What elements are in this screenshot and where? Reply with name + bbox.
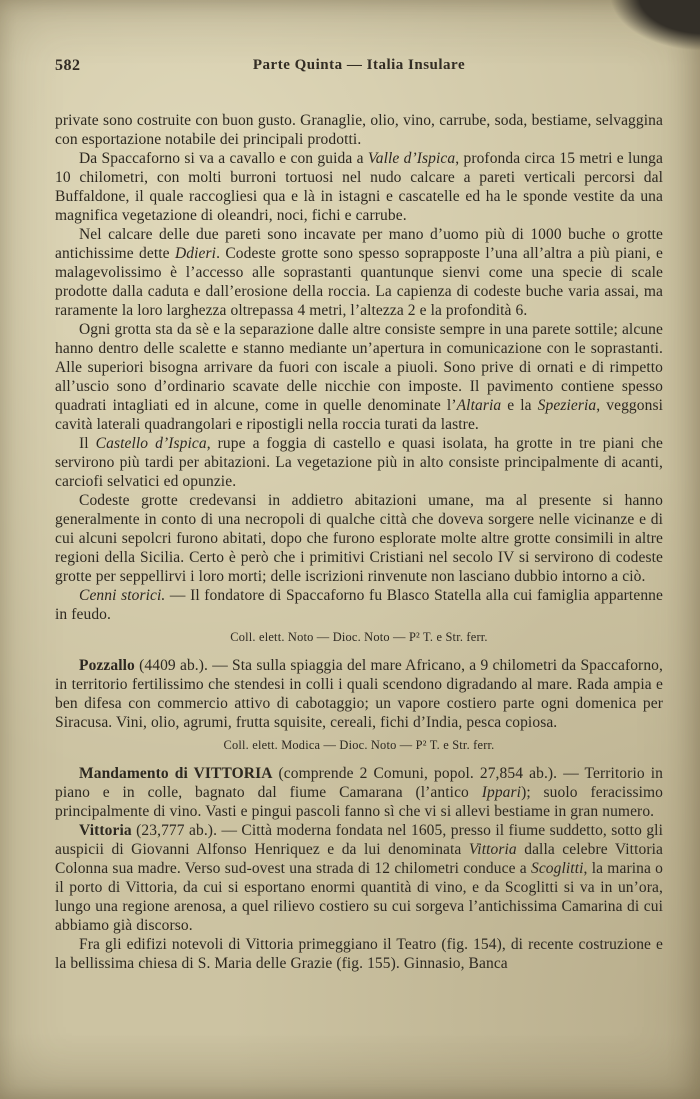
text-run: dalla celebre Vittoria Colonna sua madre. Verso sud-ovest una strada di 12 chilometri conduce a — [55, 841, 663, 877]
text-run: (4409 ab.). — Sta sulla spiaggia del mare Africano, a 9 chilometri da Spaccaforno, in territorio fertilissimo che stendesi in colli i quali scendono digradando al mare. Rada ampia e ben difesa con commercio attivo di cabotaggio; un vapore costiero parte ogni domenica per Siracusa. Vini, olio, agrumi, frutta squisite, cereali, fichi d’India, pesca copiosa. — [55, 657, 663, 731]
text-run: , la marina o il porto di Vittoria, da cui si esportano enormi quantità di vino, e da Scoglitti si va in un’ora, lungo una regione arenosa, a quel rilievo costiero su cui sorgeva l’antichissima Camarina di cui abbiamo già discorso. — [55, 860, 663, 934]
text-run: , veggonsi cavità laterali quadrangolari e ripostigli nella roccia turati da lastre. — [55, 397, 664, 433]
text-run: Vittoria — [468, 841, 517, 858]
text-run: Pozzallo — [79, 657, 135, 674]
text-run: — Il fondatore di Spaccaforno fu Blasco Statella alla cui famiglia appartenne in feudo. — [55, 587, 663, 623]
page-number: 582 — [55, 57, 81, 74]
text-run: Valle d’Ispica — [367, 150, 456, 167]
paragraph — [55, 586, 663, 624]
paragraph — [55, 764, 663, 821]
text-run: ); suolo feracissimo principalmente di vino. Vasti e pingui pascoli fanno sì che vi si allevi bestiame in gran numero. — [55, 784, 663, 820]
text-run: Coll. elett. Noto — Dioc. Noto — P² T. e Str. ferr. — [230, 630, 488, 644]
text-run: Scoglitti — [530, 860, 584, 877]
text-run: private sono costruite con buon gusto. Granaglie, olio, vino, carrube, soda, bestiame, selvaggina con esportazione notabile dei principali prodotti. — [55, 112, 663, 148]
paragraph — [55, 656, 663, 732]
text-run: Mandamento di VITTORIA — [79, 765, 273, 782]
paragraph — [55, 320, 663, 434]
paragraph — [55, 491, 663, 586]
text-run: e la — [501, 397, 538, 414]
text-run: Ogni grotta sta da sè e la separazione dalle altre consiste sempre in una parete sottile; alcune hanno dentro delle scalette e stanno mediante un’apertura in comunicazione con le soprastanti. Alle superiori bisogna arrivare da fuori con iscale a piuoli. Sono prive di ornati e di rimpetto all’uscio sono d’ordinario scavate delle nicchie con imposte. Il pavimento contiene spesso quadrati intagliati ed in alcune, come in quelle denominate l’ — [55, 321, 663, 414]
text-run: Spezieria — [537, 397, 597, 414]
text-run: Coll. elett. Modica — Dioc. Noto — P² T. e Str. ferr. — [223, 738, 495, 752]
text-run: Altaria — [456, 397, 502, 414]
paragraph — [55, 434, 663, 491]
text-run: Ippari — [481, 784, 522, 801]
paragraph — [55, 821, 663, 935]
text-run: Ddieri — [174, 245, 217, 262]
running-title: Parte Quinta — Italia Insulare — [252, 57, 466, 73]
text-run: Fra gli edifizi notevoli di Vittoria primeggiano il Teatro (fig. 154), di recente costruzione e la bellissima chiesa di S. Maria delle Grazie (fig. 155). Ginnasio, Banca — [55, 936, 663, 972]
paragraph — [55, 149, 663, 225]
paragraph — [55, 111, 663, 149]
paragraph — [55, 935, 663, 973]
text-run: Il — [79, 435, 96, 452]
text-run: , profonda circa 15 metri e lunga 10 chilometri, con molti burroni tortuosi nel nudo calcare a pareti verticali percorsi dal Buffaldone, il quale raccogliesi qua e là in istagni e cascatelle ed ha le sponde vestite da una magnifica vegetazione di oleandri, noci, fichi e carrube. — [55, 150, 663, 224]
page-header — [55, 56, 663, 75]
center-note — [55, 736, 663, 755]
text-run: Codeste grotte credevansi in addietro abitazioni umane, ma al presente si hanno generalmente in conto di una necropoli di qualche città che doveva sorgere nelle vicinanze e di cui alcuni sepolcri furono abitati, dopo che furono esplorate molte altre grotte consimili in altre regioni della Sicilia. Certo è però che i primitivi Cristiani nel secolo IV si servirono di codeste grotte per seppellirvi i loro morti; delle iscrizioni rinvenute non lasciano dubbio intorno a ciò. — [55, 492, 663, 585]
text-run: , rupe a foggia di castello e quasi isolata, ha grotte in tre piani che servirono più tardi per abitazioni. La vegetazione più in alto consiste principalmente di acanti, carciofi selvatici ed opunzie. — [55, 435, 663, 490]
text-run: Nel calcare delle due pareti sono incavate per mano d’uomo più di 1000 buche o grotte antichissime dette — [55, 226, 663, 262]
text-run: (23,777 ab.). — Città moderna fondata nel 1605, presso il fiume suddetto, sotto gli auspicii di Giovanni Alfonso Henriquez e da lui denominata — [55, 822, 663, 858]
text-run: Cenni storici. — [79, 587, 166, 604]
text-run: (comprende 2 Comuni, popol. 27,854 ab.). — Territorio in piano e in colle, bagnato dal fiume Camarana (l’antico — [55, 765, 664, 801]
text-run: Castello d’Ispica — [95, 435, 207, 452]
paragraph — [55, 225, 663, 320]
center-note — [55, 628, 663, 647]
text-run: Vittoria — [79, 822, 132, 839]
page-body — [55, 111, 663, 973]
text-run: . Codeste grotte sono spesso soprapposte l’una all’altra a più piani, e malagevolissimo è l’accesso alle soprastanti quantunque sienvi come una specie di scale prodotte dalla caduta e dall’erosione della roccia. La capienza di codeste buche varia assai, ma raramente la loro larghezza oltrepassa 4 metri, l’altezza 2 e la profondità 6. — [55, 245, 663, 319]
text-run: Da Spaccaforno si va a cavallo e con guida a — [79, 150, 368, 167]
